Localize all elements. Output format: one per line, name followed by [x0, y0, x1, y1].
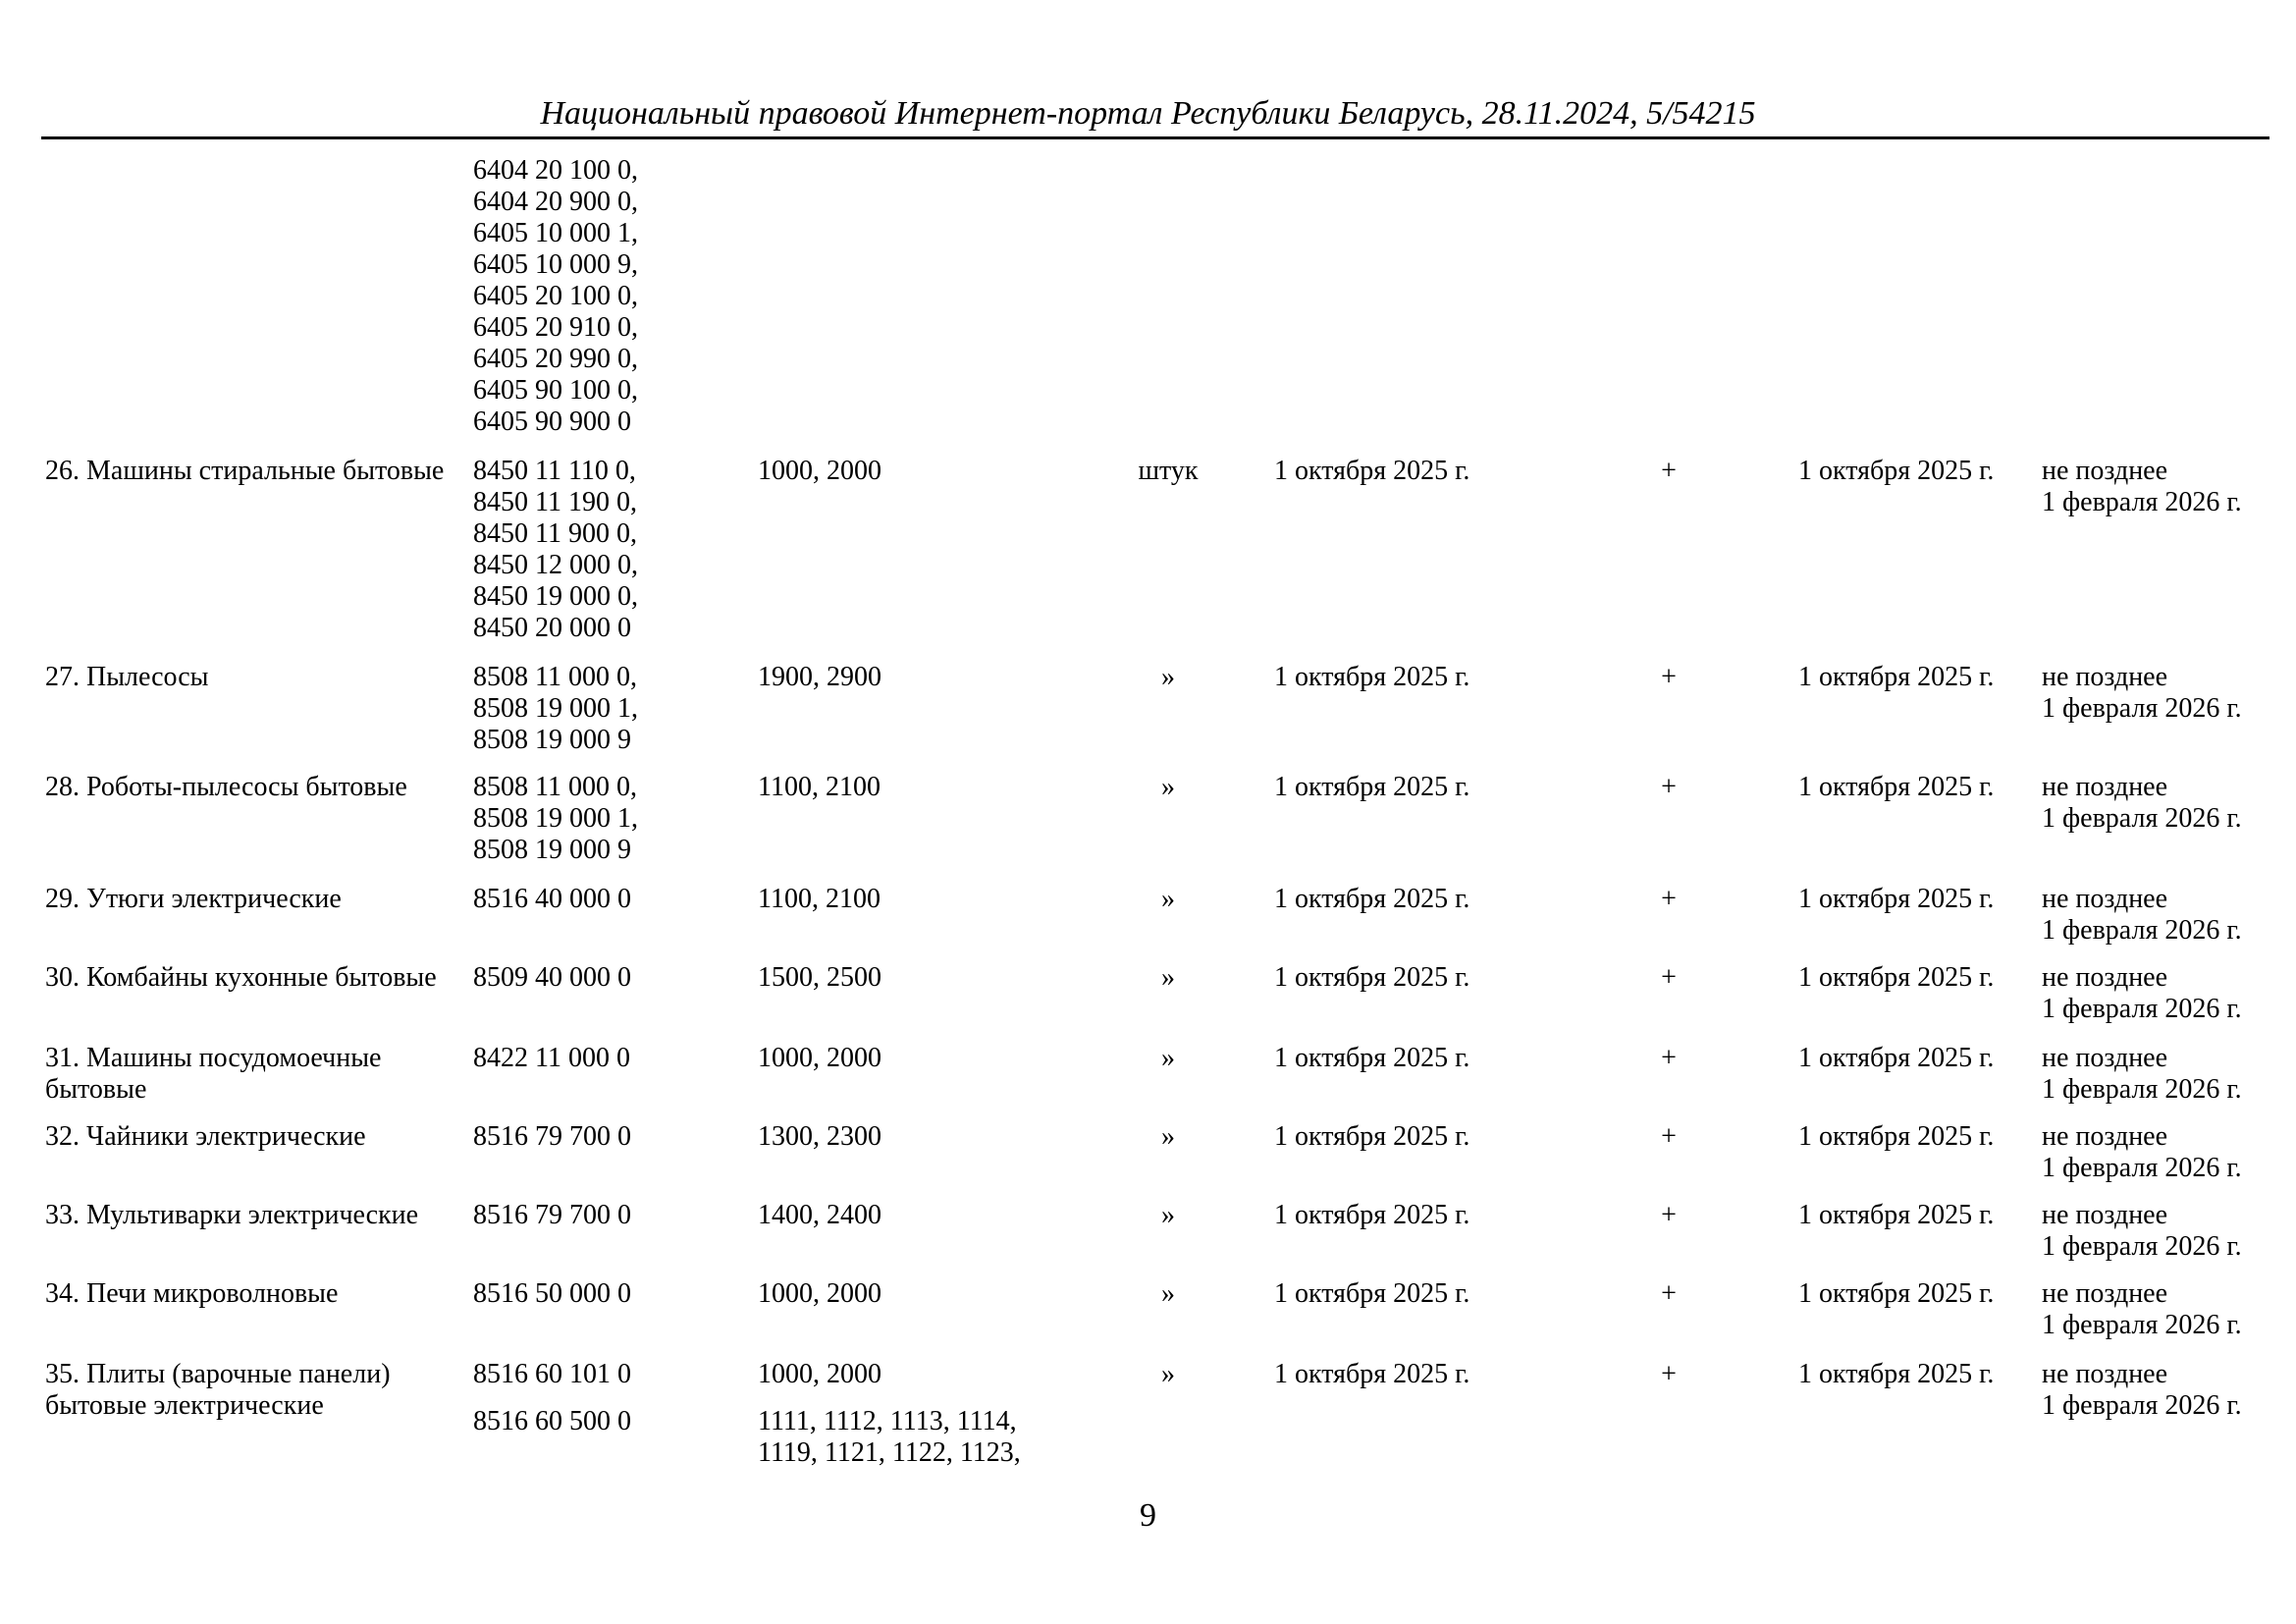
row-date2: 1 октября 2025 г.	[1798, 1278, 1995, 1309]
page-number: 9	[1140, 1497, 1156, 1534]
row-values: 1500, 2500	[758, 962, 881, 993]
code-line: 6405 20 990 0,	[473, 344, 638, 374]
row-codes: 8516 60 101 0	[473, 1359, 631, 1389]
row-name: 32. Чайники электрические	[45, 1121, 366, 1152]
row-date1: 1 октября 2025 г.	[1274, 662, 1470, 692]
code-line: 6405 10 000 9,	[473, 249, 638, 280]
row-unit: »	[1161, 1278, 1175, 1309]
row-codes: 8422 11 000 0	[473, 1043, 630, 1073]
row-name: 35. Плиты (варочные панели) бытовые электрические	[45, 1359, 391, 1421]
row-mark: +	[1661, 1278, 1677, 1309]
row-name: 33. Мультиварки электрические	[45, 1200, 419, 1230]
row-date1: 1 октября 2025 г.	[1274, 1359, 1470, 1389]
code-line: 6405 20 910 0,	[473, 312, 638, 343]
row-name: 27. Пылесосы	[45, 662, 209, 692]
row-mark: +	[1661, 772, 1677, 802]
row-deadline: не позднее 1 февраля 2026 г.	[2042, 1278, 2242, 1340]
row-values: 1100, 2100	[758, 772, 881, 802]
row-deadline: не позднее 1 февраля 2026 г.	[2042, 662, 2242, 724]
row-deadline: не позднее 1 февраля 2026 г.	[2042, 1200, 2242, 1262]
row-mark: +	[1661, 1200, 1677, 1230]
row-mark: +	[1661, 662, 1677, 692]
row-unit: »	[1161, 1043, 1175, 1073]
header-divider	[41, 136, 2269, 139]
code-line: 6404 20 900 0,	[473, 187, 638, 217]
row-unit: штук	[1138, 456, 1199, 486]
code-line: 6404 20 100 0,	[473, 155, 638, 186]
row-date1: 1 октября 2025 г.	[1274, 1043, 1470, 1073]
row-mark: +	[1661, 1121, 1677, 1152]
row-date1: 1 октября 2025 г.	[1274, 772, 1470, 802]
code-line: 6405 10 000 1,	[473, 218, 638, 248]
row-name: 29. Утюги электрические	[45, 884, 342, 914]
row-codes: 8516 50 000 0	[473, 1278, 631, 1309]
row-mark: +	[1661, 1359, 1677, 1389]
row-deadline: не позднее 1 февраля 2026 г.	[2042, 456, 2242, 517]
row-date2: 1 октября 2025 г.	[1798, 884, 1995, 914]
row-deadline: не позднее 1 февраля 2026 г.	[2042, 772, 2242, 834]
row-values: 1000, 2000	[758, 1043, 881, 1073]
row-mark: +	[1661, 884, 1677, 914]
row-codes: 8508 11 000 0, 8508 19 000 1, 8508 19 000 9	[473, 662, 638, 755]
code-line: 6405 90 100 0,	[473, 375, 638, 406]
row-date1: 1 октября 2025 г.	[1274, 1121, 1470, 1152]
continuation-codes	[473, 155, 638, 438]
row-extra-code: 8516 60 500 0	[473, 1406, 631, 1436]
row-name: 30. Комбайны кухонные бытовые	[45, 962, 437, 993]
row-unit: »	[1161, 772, 1175, 802]
row-values: 1900, 2900	[758, 662, 881, 692]
row-name: 26. Машины стиральные бытовые	[45, 456, 445, 486]
row-date2: 1 октября 2025 г.	[1798, 1359, 1995, 1389]
row-date2: 1 октября 2025 г.	[1798, 1200, 1995, 1230]
row-codes: 8509 40 000 0	[473, 962, 631, 993]
row-mark: +	[1661, 962, 1677, 993]
row-date2: 1 октября 2025 г.	[1798, 1043, 1995, 1073]
code-line: 6405 20 100 0,	[473, 281, 638, 311]
row-date2: 1 октября 2025 г.	[1798, 662, 1995, 692]
row-unit: »	[1161, 884, 1175, 914]
row-codes: 8450 11 110 0, 8450 11 190 0, 8450 11 900 0, 8450 12 000 0, 8450 19 000 0, 8450 20 000 0	[473, 456, 638, 643]
code-line: 6405 90 900 0	[473, 406, 631, 437]
row-date1: 1 октября 2025 г.	[1274, 962, 1470, 993]
row-mark: +	[1661, 456, 1677, 486]
row-deadline: не позднее 1 февраля 2026 г.	[2042, 962, 2242, 1024]
row-values: 1000, 2000	[758, 456, 881, 486]
row-mark: +	[1661, 1043, 1677, 1073]
row-deadline: не позднее 1 февраля 2026 г.	[2042, 1359, 2242, 1421]
row-deadline: не позднее 1 февраля 2026 г.	[2042, 1043, 2242, 1105]
row-date2: 1 октября 2025 г.	[1798, 772, 1995, 802]
row-values: 1000, 2000	[758, 1278, 881, 1309]
row-date1: 1 октября 2025 г.	[1274, 456, 1470, 486]
row-unit: »	[1161, 662, 1175, 692]
row-values: 1300, 2300	[758, 1121, 881, 1152]
row-values: 1400, 2400	[758, 1200, 881, 1230]
row-unit: »	[1161, 1121, 1175, 1152]
row-values: 1000, 2000	[758, 1359, 881, 1389]
row-date2: 1 октября 2025 г.	[1798, 1121, 1995, 1152]
row-codes: 8516 40 000 0	[473, 884, 631, 914]
row-name: 28. Роботы-пылесосы бытовые	[45, 772, 407, 802]
row-date2: 1 октября 2025 г.	[1798, 962, 1995, 993]
row-name: 34. Печи микроволновые	[45, 1278, 339, 1309]
row-deadline: не позднее 1 февраля 2026 г.	[2042, 884, 2242, 946]
row-date1: 1 октября 2025 г.	[1274, 1278, 1470, 1309]
row-codes: 8516 79 700 0	[473, 1200, 631, 1230]
row-unit: »	[1161, 1359, 1175, 1389]
row-codes: 8508 11 000 0, 8508 19 000 1, 8508 19 000 9	[473, 772, 638, 865]
row-unit: »	[1161, 962, 1175, 993]
row-name: 31. Машины посудомоечные бытовые	[45, 1043, 382, 1105]
row-date2: 1 октября 2025 г.	[1798, 456, 1995, 486]
page-header-title: Национальный правовой Интернет-портал Республики Беларусь, 28.11.2024, 5/54215	[540, 95, 1756, 132]
row-codes: 8516 79 700 0	[473, 1121, 631, 1152]
row-unit: »	[1161, 1200, 1175, 1230]
row-date1: 1 октября 2025 г.	[1274, 1200, 1470, 1230]
row-extra-values: 1111, 1112, 1113, 1114, 1119, 1121, 1122, 1123,	[758, 1406, 1021, 1468]
row-date1: 1 октября 2025 г.	[1274, 884, 1470, 914]
row-values: 1100, 2100	[758, 884, 881, 914]
row-deadline: не позднее 1 февраля 2026 г.	[2042, 1121, 2242, 1183]
